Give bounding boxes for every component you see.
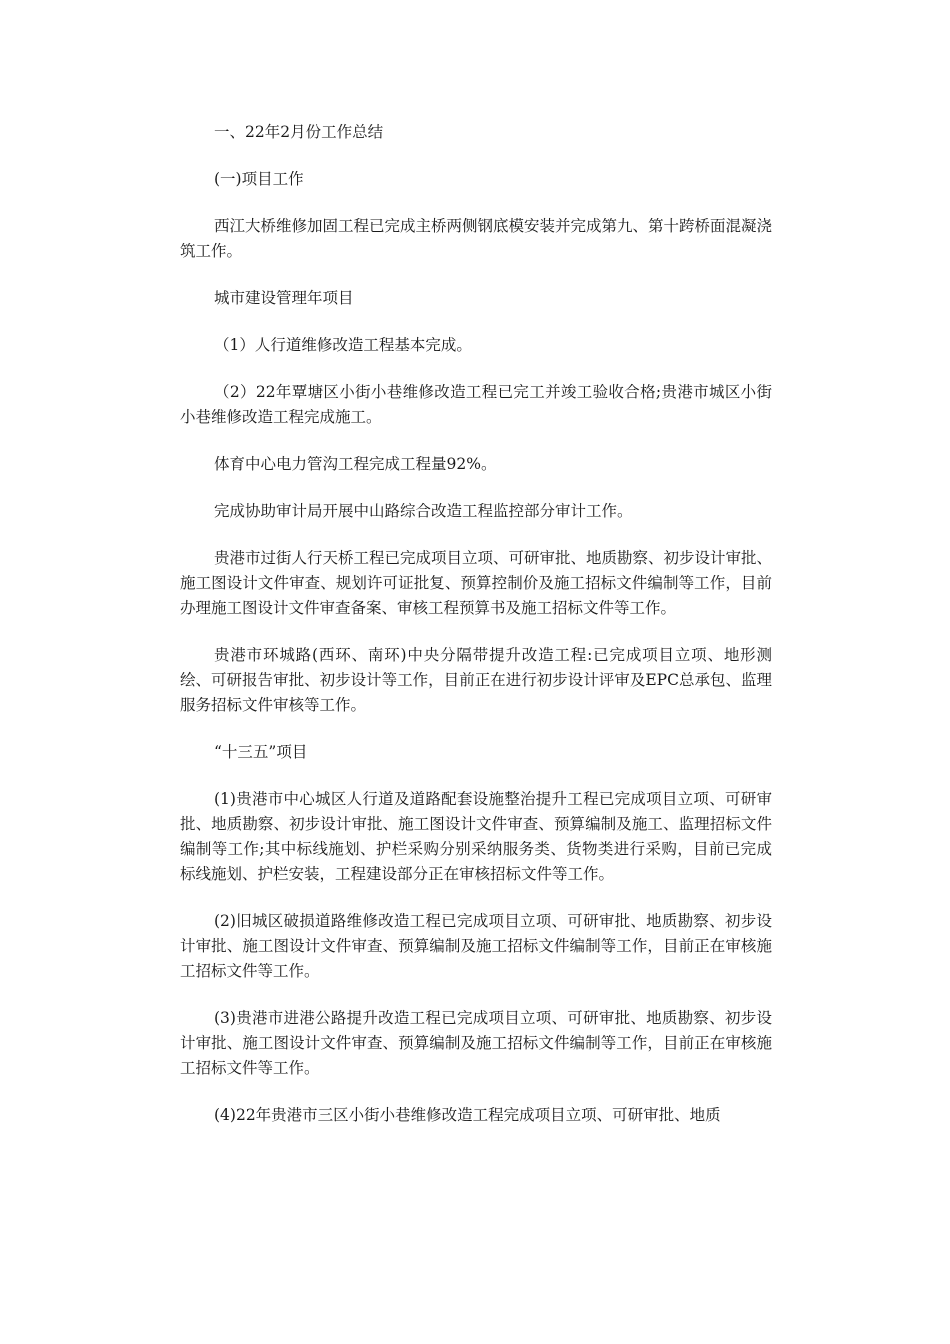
list-item: (3)贵港市进港公路提升改造工程已完成项目立项、可研审批、地质勘察、初步设计审批、施工图设计文件审查、预算编制及施工招标文件编制等工作，目前正在审核施工招标文件等工作。 — [180, 1009, 772, 1077]
subsection-heading: (一)项目工作 — [214, 170, 304, 188]
subheading: “十三五”项目 — [214, 743, 308, 761]
paragraph: 贵港市环城路(西环、南环)中央分隔带提升改造工程:已完成项目立项、地形测绘、可研报告审批、初步设计等工作，目前正在进行初步设计评审及EPC总承包、监理服务招标文件审核等工作。 — [180, 646, 772, 714]
list-item: （1）人行道维修改造工程基本完成。 — [214, 336, 472, 354]
list-item: (2)旧城区破损道路维修改造工程已完成项目立项、可研审批、地质勘察、初步设计审批、施工图设计文件审查、预算编制及施工招标文件编制等工作，目前正在审核施工招标文件等工作。 — [180, 912, 772, 980]
subheading: 城市建设管理年项目 — [214, 289, 354, 307]
section-heading: 一、22年2月份工作总结 — [214, 123, 384, 141]
list-item: (1)贵港市中心城区人行道及道路配套设施整治提升工程已完成项目立项、可研审批、地质勘察、初步设计审批、施工图设计文件审查、预算编制及施工、监理招标文件编制等工作;其中标线施划、护栏采购分别采纳服务类、货物类进行采购，目前已完成标线施划、护栏安装，工程建设部分正在审核招标文件等工作。 — [180, 790, 772, 883]
paragraph: 体育中心电力管沟工程完成工程量92%。 — [214, 455, 497, 473]
paragraph: 西江大桥维修加固工程已完成主桥两侧钢底模安装并完成第九、第十跨桥面混凝浇筑工作。 — [180, 217, 773, 260]
paragraph: 完成协助审计局开展中山路综合改造工程监控部分审计工作。 — [214, 502, 633, 520]
list-item: （2）22年覃塘区小街小巷维修改造工程已完工并竣工验收合格;贵港市城区小街小巷维修改造工程完成施工。 — [180, 383, 772, 426]
document-page — [180, 120, 772, 1150]
paragraph: 贵港市过街人行天桥工程已完成项目立项、可研审批、地质勘察、初步设计审批、施工图设计文件审查、规划许可证批复、预算控制价及施工招标文件编制等工作，目前办理施工图设计文件审查备案、审核工程预算书及施工招标文件等工作。 — [180, 549, 773, 617]
list-item: (4)22年贵港市三区小街小巷维修改造工程完成项目立项、可研审批、地质 — [214, 1106, 721, 1124]
